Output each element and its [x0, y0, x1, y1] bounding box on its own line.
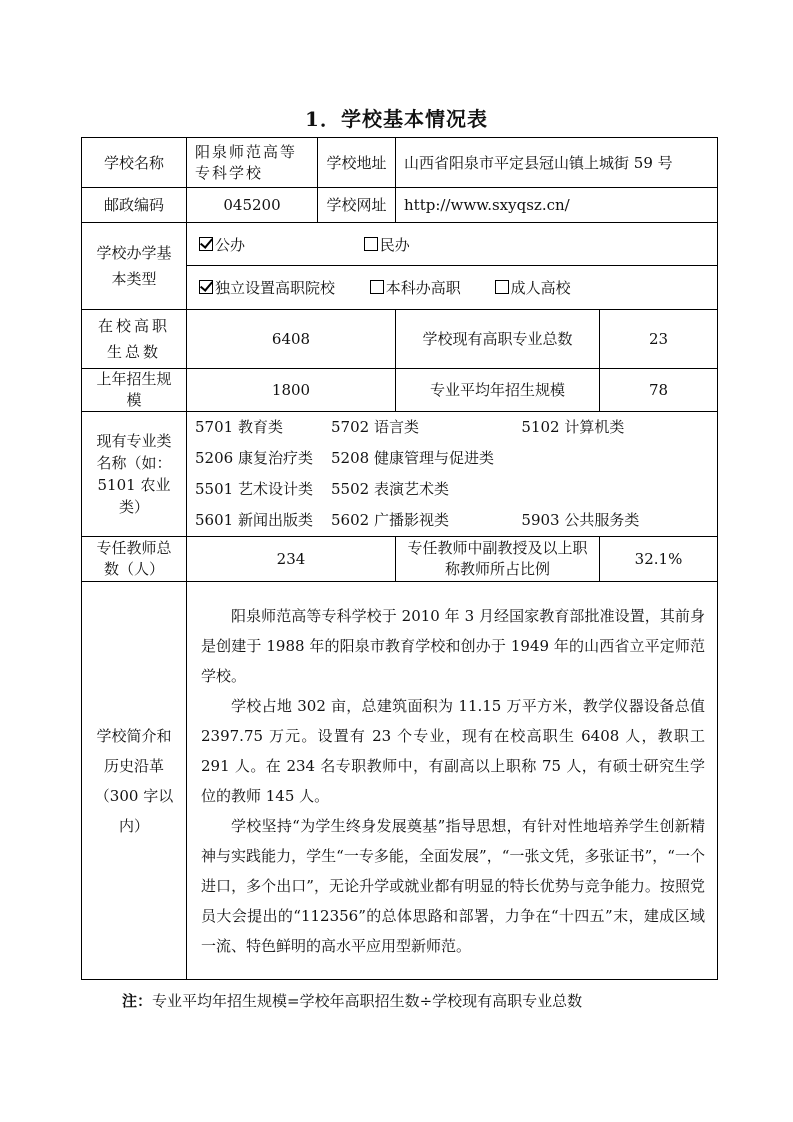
postcode-value: 045200	[187, 188, 318, 223]
senior-ratio-value: 32.1%	[600, 537, 718, 582]
major-item: 5601 新闻出版类	[195, 511, 313, 529]
enroll-value: 1800	[187, 369, 396, 412]
intro-paragraph: 学校占地 302 亩，总建筑面积为 11.15 万平方米，教学仪器设备总值 2397.75 万元。设置有 23 个专业，现有在校高职生 6408 人，教职工 291 人。在 234 名专职教师中，有副高以上职称 75 人，有硕士研究生学位的教师 145 人。	[201, 696, 706, 805]
major-item: 5501 艺术设计类	[195, 480, 313, 498]
school-info-table	[81, 137, 718, 980]
senior-ratio-label: 专任教师中副教授及以上职称教师所占比例	[396, 537, 600, 582]
address-value: 山西省阳泉市平定县冠山镇上城街 59 号	[396, 138, 718, 188]
school-name-label: 学校名称	[82, 138, 187, 188]
major-item	[521, 474, 709, 505]
students-value: 6408	[187, 310, 396, 369]
checked-box-icon	[199, 237, 213, 251]
majors-row	[195, 474, 709, 505]
postcode-label: 邮政编码	[82, 188, 187, 223]
option-adult: 成人高校	[495, 277, 571, 298]
school-name-value: 阳泉师范高等专科学校	[187, 138, 318, 188]
unchecked-box-icon	[364, 237, 378, 251]
avg-enroll-label: 专业平均年招生规模	[396, 369, 600, 412]
avg-enroll-value: 78	[600, 369, 718, 412]
majors-total-label: 学校现有高职专业总数	[396, 310, 600, 369]
unchecked-box-icon	[370, 280, 384, 294]
major-item: 5206 康复治疗类	[195, 449, 313, 467]
intro-paragraph: 阳泉师范高等专科学校于 2010 年 3 月经国家教育部批准设置，其前身是创建于 1988 年的阳泉市教育学校和创办于 1949 年的山西省立平定师范学校。	[201, 606, 706, 685]
intro-paragraph: 学校坚持“为学生终身发展奠基”指导思想，有针对性地培养学生创新精神与实践能力，学生“一专多能，全面发展”，“一张文凭，多张证书”，“一个进口，多个出口”，无论升学或就业都有明显的特长优势与竞争能力。按照党员大会提出的“112356”的总体思路和部署，力争在“十四五”末，建成区域一流、特色鲜明的高水平应用型新师范。	[201, 816, 706, 955]
students-label: 在校高职生总数	[82, 310, 187, 369]
intro-text	[187, 582, 718, 980]
option-undergrad: 本科办高职	[370, 277, 490, 298]
major-item: 5208 健康管理与促进类	[331, 449, 494, 467]
majors-row	[195, 412, 709, 443]
school-type-label: 学校办学基本类型	[82, 223, 187, 310]
major-item: 5602 广播影视类	[331, 511, 449, 529]
majors-row	[195, 505, 709, 536]
major-item: 5903 公共服务类	[521, 511, 640, 529]
option-independent: 独立设置高职院校	[199, 277, 365, 298]
major-item: 5102 计算机类	[521, 418, 625, 436]
intro-label: 学校简介和历史沿革（300 字以内）	[82, 582, 187, 980]
majors-row	[195, 443, 709, 474]
majors-label: 现有专业类名称（如：5101 农业类）	[82, 412, 187, 537]
option-public: 公办	[199, 234, 359, 255]
teachers-value: 234	[187, 537, 396, 582]
major-item: 5701 教育类	[195, 418, 283, 436]
website-label: 学校网址	[318, 188, 396, 223]
major-item	[521, 443, 709, 474]
footnote-text: 专业平均年招生规模=学校年高职招生数÷学校现有高职专业总数	[152, 992, 583, 1010]
major-item: 5702 语言类	[331, 418, 419, 436]
footnote	[122, 990, 582, 1011]
page-title: 1．学校基本情况表	[305, 107, 488, 131]
majors-total-value: 23	[600, 310, 718, 369]
major-item: 5502 表演艺术类	[331, 480, 449, 498]
majors-list	[187, 412, 718, 537]
footnote-prefix: 注：	[122, 992, 153, 1010]
checked-box-icon	[199, 280, 213, 294]
address-label: 学校地址	[318, 138, 396, 188]
unchecked-box-icon	[495, 280, 509, 294]
teachers-label: 专任教师总数（人）	[82, 537, 187, 582]
website-value: http://www.sxyqsz.cn/	[396, 188, 718, 223]
enroll-label: 上年招生规模	[82, 369, 187, 412]
option-private: 民办	[364, 234, 410, 255]
